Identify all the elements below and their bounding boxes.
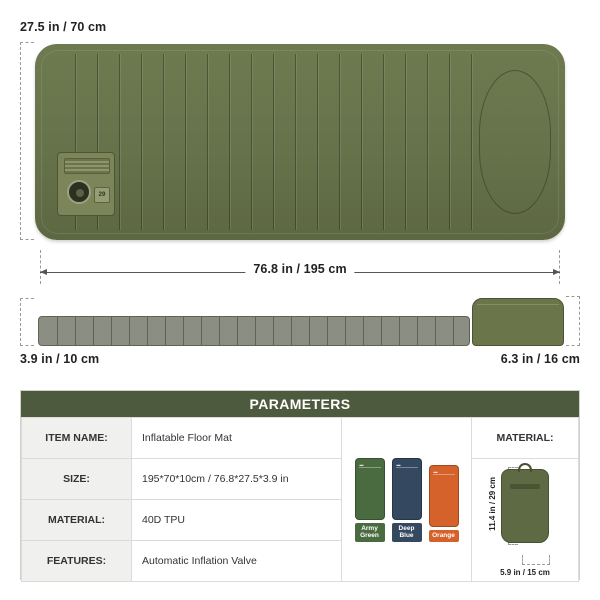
mat-side-view [20, 296, 580, 356]
color-swatch-orange: ▬ Orange [429, 465, 459, 542]
thickness-dimension-bracket [20, 298, 34, 346]
height-dimension-bracket [20, 42, 34, 240]
color-options-cell [342, 418, 472, 582]
valve-grill-icon [64, 158, 110, 174]
color-name-deep-blue: Deep Blue [392, 523, 422, 542]
row-label-material: MATERIAL: [22, 500, 132, 541]
thickness-dimension-label: 3.9 in / 10 cm [20, 352, 100, 366]
pillow-height-dimension-bracket [566, 296, 580, 346]
bag-strap-icon [510, 484, 540, 489]
top-view-height-dimension: 27.5 in / 70 cm [20, 20, 107, 34]
parameters-panel [20, 390, 580, 580]
valve-knob-icon [67, 180, 91, 204]
row-value-features: Automatic Inflation Valve [132, 541, 342, 582]
mat-side-body [38, 316, 470, 346]
color-swatch-deep-blue: ▬ Deep Blue [392, 458, 422, 542]
storage-bag [501, 469, 549, 543]
storage-bag-illustration [482, 459, 568, 581]
pillow-area-outline [479, 70, 551, 214]
valve-badge: 29 [94, 187, 110, 203]
row-value-size: 195*70*10cm / 76.8*27.5*3.9 in [132, 459, 342, 500]
bag-cord-icon [518, 463, 532, 472]
parameters-table [21, 417, 579, 582]
table-row [22, 459, 579, 500]
storage-bag-cell [472, 459, 579, 582]
pillow-side-view [472, 298, 564, 346]
color-swatch-army-green: ▬ Army Green [355, 458, 385, 542]
row-value-material: 40D TPU [132, 500, 342, 541]
material-header-label: MATERIAL: [472, 418, 579, 459]
row-label-features: FEATURES: [22, 541, 132, 582]
bag-width-label: 5.9 in / 15 cm [500, 568, 550, 577]
bag-width-bracket [522, 555, 550, 565]
row-label-size: SIZE: [22, 459, 132, 500]
color-name-army-green: Army Green [355, 523, 385, 542]
length-dimension-label: 76.8 in / 195 cm [245, 262, 354, 276]
table-row [22, 418, 579, 459]
top-view-length-dimension [40, 250, 560, 284]
row-label-item-name: ITEM NAME: [22, 418, 132, 459]
inflation-valve [57, 152, 115, 216]
pillow-height-dimension-label: 6.3 in / 16 cm [500, 352, 580, 366]
mat-top-view [35, 44, 565, 240]
row-value-item-name: Inflatable Floor Mat [132, 418, 342, 459]
parameters-title: PARAMETERS [21, 391, 579, 417]
color-name-orange: Orange [429, 530, 459, 542]
bag-height-label: 11.4 in / 29 cm [488, 477, 497, 531]
